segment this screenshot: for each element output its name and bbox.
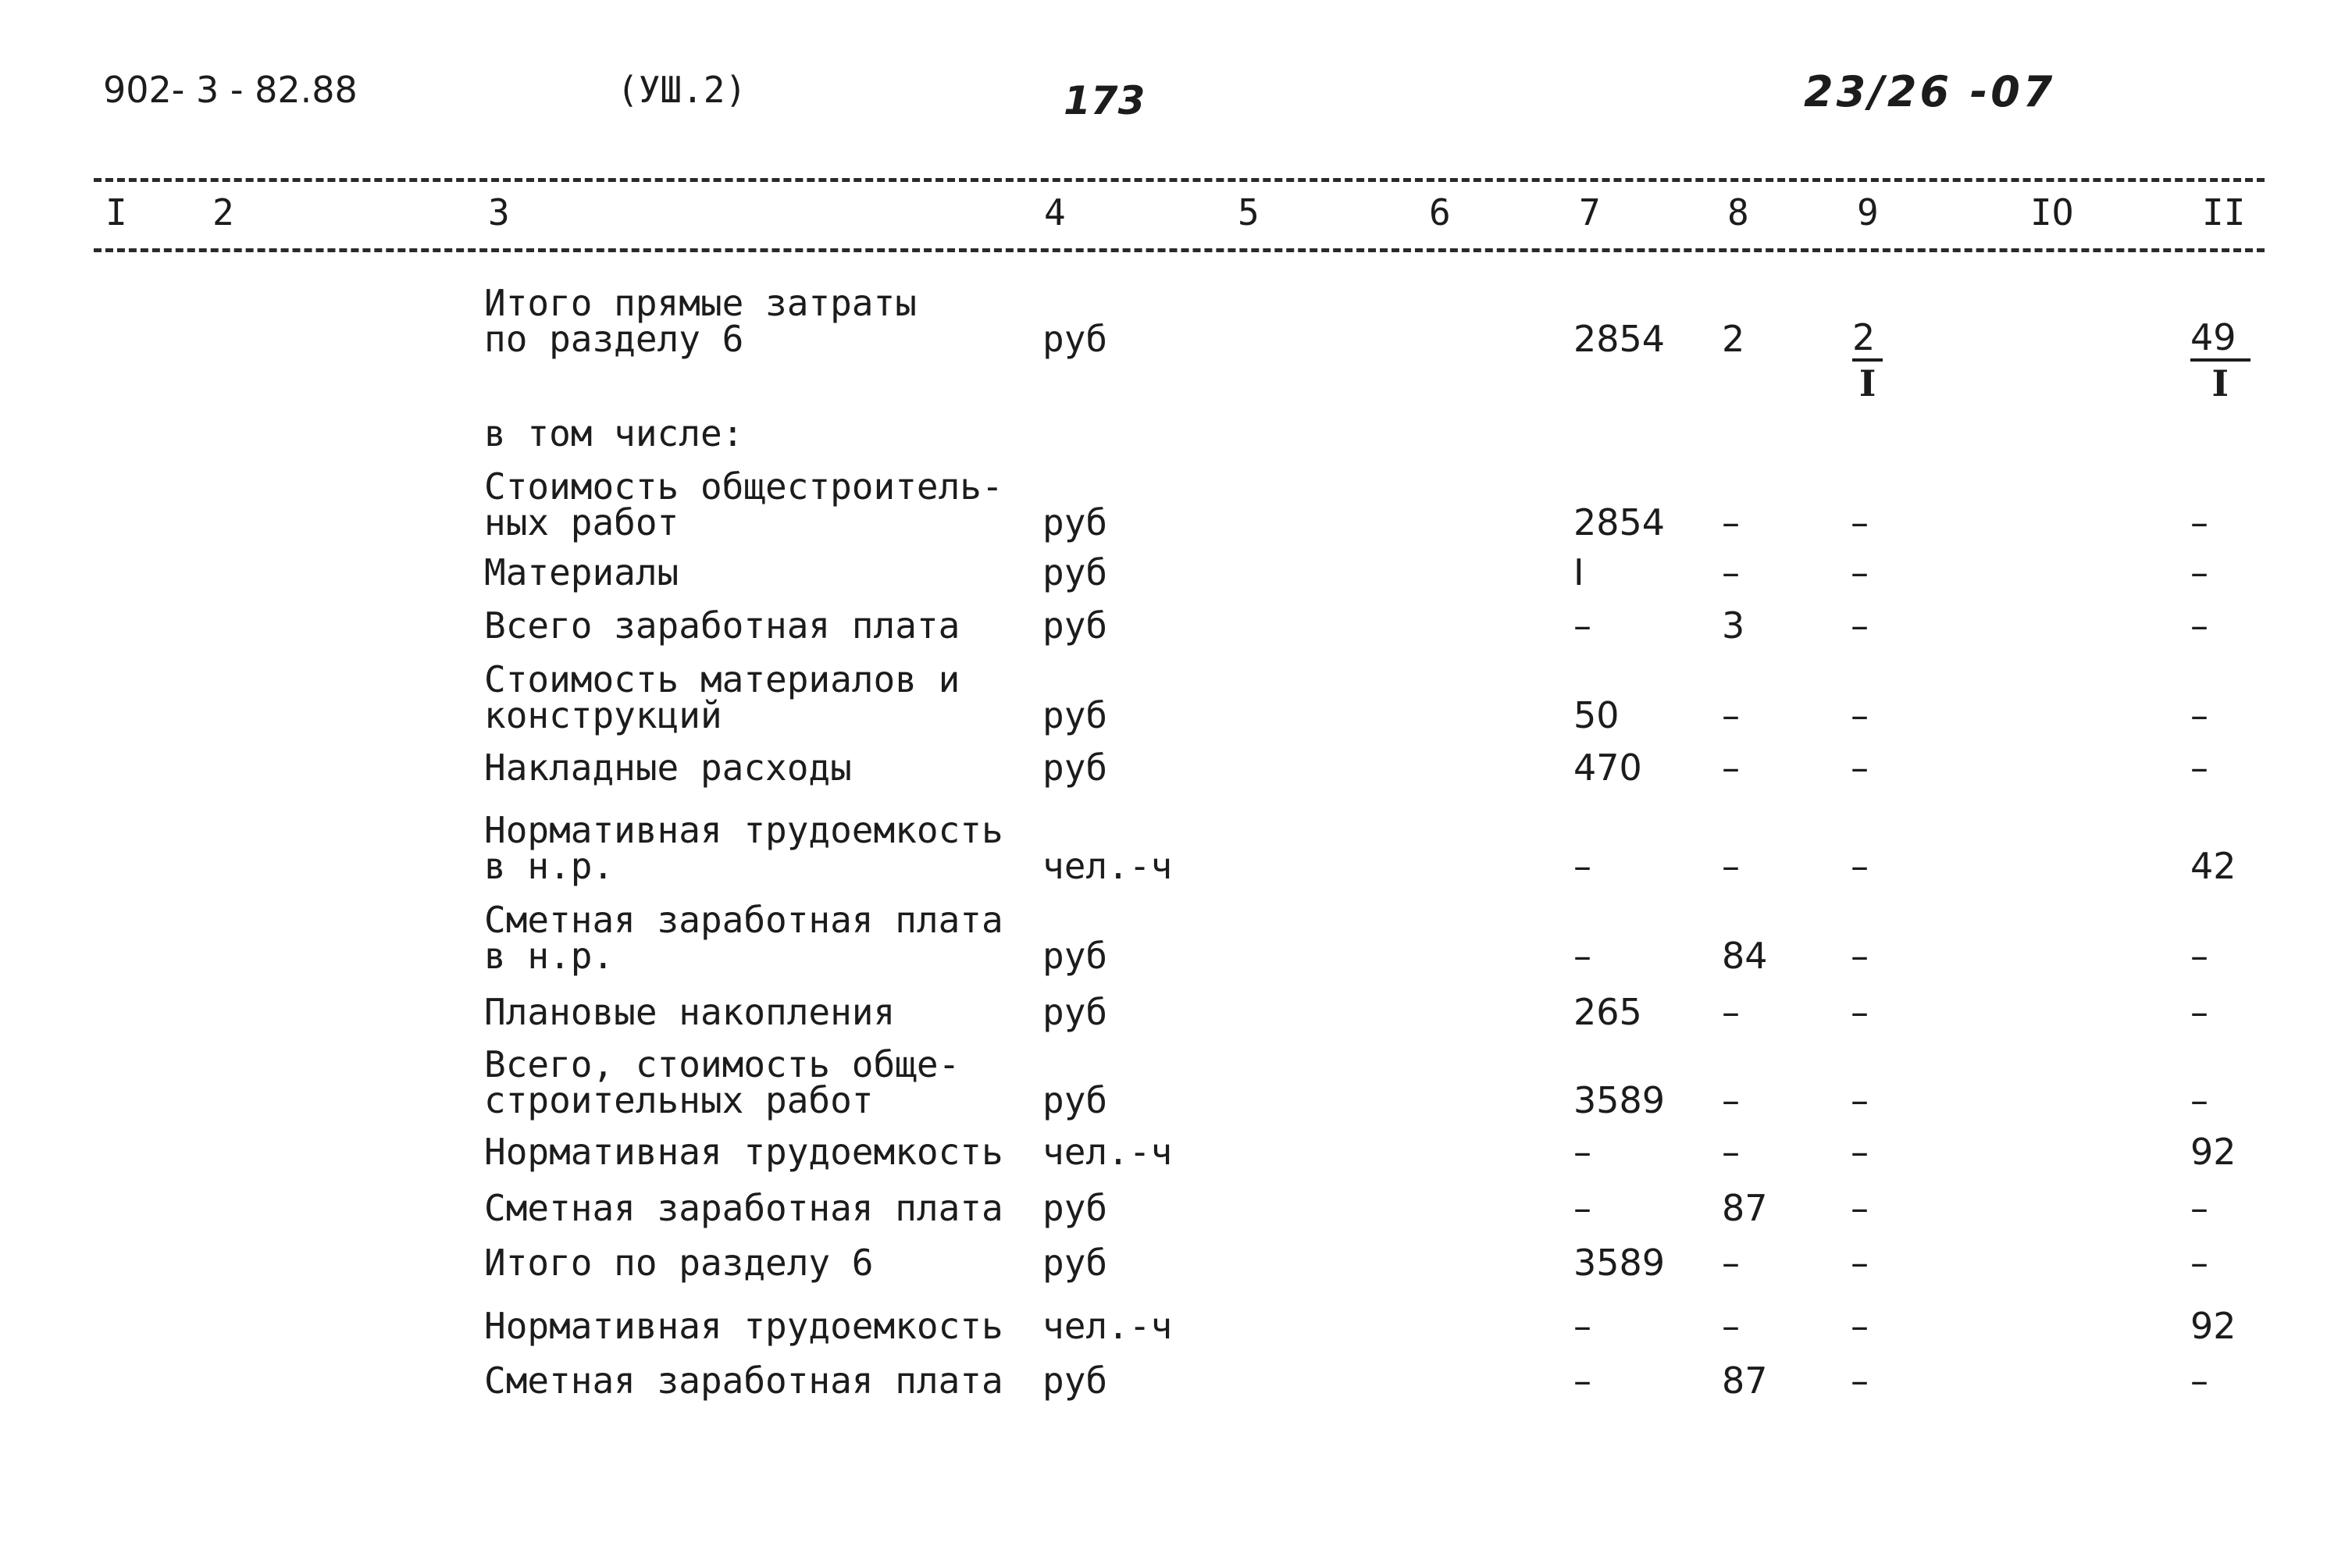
row-description: Нормативная трудоемкость в н.р.	[484, 809, 1003, 887]
row-description: Сметная заработная плата в н.р.	[484, 899, 1003, 977]
column-number: I	[105, 191, 127, 233]
row-col7: 265	[1573, 991, 1642, 1033]
row-col11: –	[2190, 935, 2208, 977]
row-col9: –	[1851, 1187, 1869, 1229]
row-unit: руб	[1042, 935, 1108, 977]
row-col8: –	[1722, 1242, 1740, 1284]
row-col9: –	[1851, 1305, 1869, 1347]
table-row	[0, 282, 2352, 404]
row-col9: –	[1851, 551, 1869, 593]
row-col7: 2854	[1573, 318, 1666, 360]
row-unit: руб	[1042, 1360, 1108, 1402]
column-number: IO	[2030, 191, 2074, 233]
row-unit: чел.-ч	[1042, 1305, 1173, 1347]
row-col8: 87	[1722, 1187, 1768, 1229]
sheet-code: 23/26 -07	[1804, 67, 2056, 116]
row-unit: чел.-ч	[1042, 1131, 1173, 1173]
row-description: Всего, стоимость обще- строительных работ	[484, 1043, 960, 1121]
column-number: 8	[1727, 191, 1749, 233]
row-unit: руб	[1042, 1187, 1108, 1229]
row-col7: 3589	[1573, 1079, 1666, 1121]
row-col11: –	[2190, 501, 2208, 543]
row-col11: –	[2190, 991, 2208, 1033]
row-col9: –	[1851, 1131, 1869, 1173]
row-col9: –	[1851, 1242, 1869, 1284]
row-col11: 92	[2190, 1131, 2236, 1173]
row-description: Накладные расходы	[484, 747, 852, 789]
column-number: 5	[1238, 191, 1260, 233]
table-row	[0, 465, 2352, 554]
row-col8: 84	[1722, 935, 1768, 977]
row-col7: –	[1573, 1305, 1591, 1347]
row-col9: –	[1851, 1360, 1869, 1402]
row-description: Нормативная трудоемкость	[484, 1131, 1003, 1173]
row-unit: чел.-ч	[1042, 845, 1173, 887]
row-col8: –	[1722, 747, 1740, 789]
row-col8: –	[1722, 991, 1740, 1033]
row-unit: руб	[1042, 1079, 1108, 1121]
row-col11: 42	[2190, 845, 2236, 887]
row-col9: –	[1851, 845, 1869, 887]
row-description: Плановые накопления	[484, 991, 896, 1033]
table-row	[0, 809, 2352, 898]
row-unit: руб	[1042, 501, 1108, 543]
row-col11: –	[2190, 694, 2208, 736]
column-number: 7	[1579, 191, 1601, 233]
row-description: Сметная заработная плата	[484, 1360, 1003, 1402]
row-col7: I	[1573, 551, 1584, 593]
column-number: 4	[1044, 191, 1066, 233]
row-col9: –	[1851, 747, 1869, 789]
row-unit: руб	[1042, 318, 1108, 360]
row-col11: –	[2190, 551, 2208, 593]
row-col11: 92	[2190, 1305, 2236, 1347]
row-col9: –	[1851, 991, 1869, 1033]
row-col11: –	[2190, 604, 2208, 647]
page-number: 173	[1064, 78, 1146, 123]
column-number: 9	[1857, 191, 1879, 233]
row-description: Материалы	[484, 551, 679, 593]
row-description: Итого прямые затраты по разделу 6	[484, 282, 917, 360]
row-unit: руб	[1042, 604, 1108, 647]
row-unit: руб	[1042, 551, 1108, 593]
row-col11: –	[2190, 1360, 2208, 1402]
row-unit: руб	[1042, 747, 1108, 789]
row-description: Сметная заработная плата	[484, 1187, 1003, 1229]
row-col9: –	[1851, 1079, 1869, 1121]
column-number: 6	[1429, 191, 1451, 233]
table-row	[0, 1043, 2352, 1132]
row-description: Нормативная трудоемкость	[484, 1305, 1003, 1347]
row-col8: –	[1722, 1079, 1740, 1121]
document-code: 902- 3 - 82.88	[103, 69, 358, 111]
row-col8: –	[1722, 551, 1740, 593]
row-col8: 2	[1722, 318, 1745, 360]
row-col7: 3589	[1573, 1242, 1666, 1284]
column-number: 2	[212, 191, 234, 233]
row-col7: 2854	[1573, 501, 1666, 543]
row-description: Стоимость материалов и конструкций	[484, 658, 960, 736]
row-col8: –	[1722, 1305, 1740, 1347]
row-col7: –	[1573, 935, 1591, 977]
row-col11: –	[2190, 1242, 2208, 1284]
row-col8: 87	[1722, 1360, 1768, 1402]
header-top-rule	[94, 178, 2265, 182]
row-description: Всего заработная плата	[484, 604, 960, 647]
row-col8: –	[1722, 1131, 1740, 1173]
row-col8: 3	[1722, 604, 1745, 647]
row-unit: руб	[1042, 991, 1108, 1033]
row-col9: –	[1851, 501, 1869, 543]
row-col7: –	[1573, 1131, 1591, 1173]
header-bottom-rule	[94, 248, 2265, 252]
column-number: 3	[488, 191, 510, 233]
row-description: Стоимость общестроитель- ных работ	[484, 465, 1003, 543]
row-unit: руб	[1042, 1242, 1108, 1284]
row-col7: –	[1573, 845, 1591, 887]
row-col11-fraction: $\frac{49}{I}$	[2190, 318, 2250, 405]
row-col7: 470	[1573, 747, 1642, 789]
row-unit: руб	[1042, 694, 1108, 736]
section-code: (УШ.2)	[617, 69, 747, 111]
row-col9: –	[1851, 604, 1869, 647]
row-col8: –	[1722, 501, 1740, 543]
row-col9-fraction: $\frac{2}{I}$	[1852, 318, 1883, 405]
row-col9: –	[1851, 694, 1869, 736]
row-description: Итого по разделу 6	[484, 1242, 874, 1284]
row-col11: –	[2190, 1079, 2208, 1121]
row-col7: 50	[1573, 694, 1620, 736]
subheading: в том числе:	[484, 412, 744, 454]
row-col8: –	[1722, 694, 1740, 736]
row-col8: –	[1722, 845, 1740, 887]
row-col7: –	[1573, 1360, 1591, 1402]
row-col7: –	[1573, 604, 1591, 647]
row-col11: –	[2190, 1187, 2208, 1229]
row-col9: –	[1851, 935, 1869, 977]
row-col11: –	[2190, 747, 2208, 789]
table-row	[0, 658, 2352, 747]
column-number: II	[2202, 191, 2246, 233]
table-row	[0, 899, 2352, 988]
row-col7: –	[1573, 1187, 1591, 1229]
table-row	[0, 1360, 2352, 1449]
